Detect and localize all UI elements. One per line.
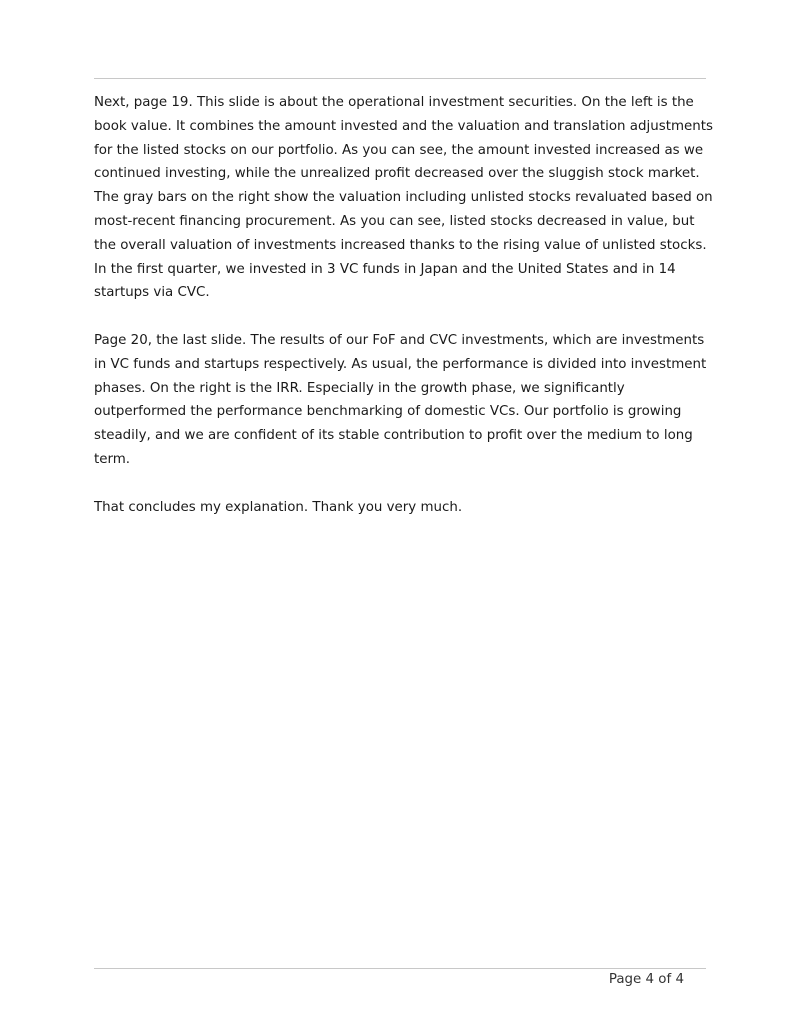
paragraph-3: That concludes my explanation. Thank you very much. (94, 499, 463, 515)
header-divider (94, 78, 706, 79)
paragraph-2: Page 20, the last slide. The results of our FoF and CVC investments, which are investments in VC funds and startups respectively. As usual, the performance is divided into investment phases. On the right is the IRR. Especially in the growth phase, we significantly outperformed the performance benchmarking of domestic VCs. Our portfolio is growing steadily, and we are confident of its stable contribution to profit over the medium to long term. (94, 332, 707, 467)
paragraph-1: Next, page 19. This slide is about the operational investment securities. On the left is the book value. It combines the amount invested and the valuation and translation adjustments for the listed stocks on our portfolio. As you can see, the amount invested increased as we continued investing, while the unrealized profit decreased over the sluggish stock market. The gray bars on the right show the valuation including unlisted stocks revaluated based on most-recent financing procurement. As you can see, listed stocks decreased in value, but the overall valuation of investments increased thanks to the rising value of unlisted stocks. In the first quarter, we invested in 3 VC funds in Japan and the United States and in 14 startups via CVC. (94, 95, 713, 301)
document-body (94, 91, 714, 543)
footer-divider (94, 968, 706, 969)
page-number: Page 4 of 4 (608, 972, 684, 987)
